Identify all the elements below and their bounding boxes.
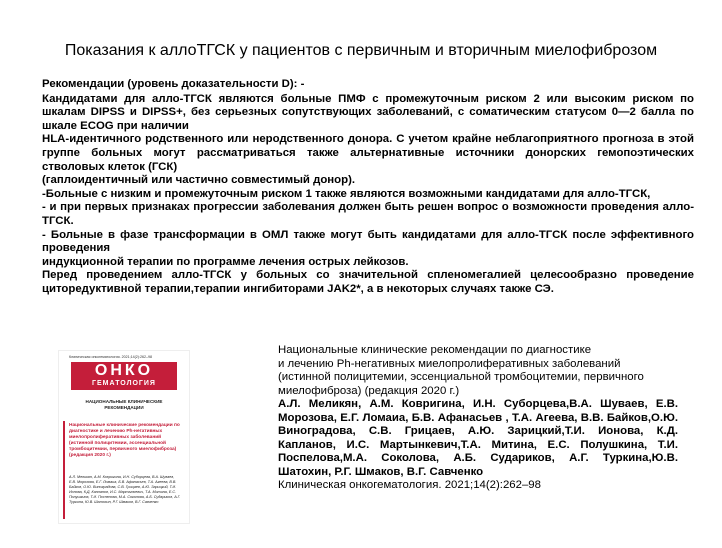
- reference-authors: А.Л. Меликян, А.М. Ковригина, И.Н. Суборцева,В.А. Шуваев, Е.В. Морозова, Е.Г. Ломаиа, Б.В. Афанасьев , Т.А. Агеева, В.В. Байков,О.Ю. Виноградова, С.В. Грицаев, А.Ю. Зарицкий,Т.И. Ионова, К.Д. Капланов, И.С. Мартынкевич,Т.А. Митина, Е.С. Полушкина, Т.И. Поспелова,М.А. Соколова, А.Б. Судариков, А.Г. Туркина,Ю.В. Шатохин, Р.Г. Шмаков, В.Г. Савченко: [278, 398, 678, 478]
- recommendation-paragraph: - Больные в фазе трансформации в ОМЛ также могут быть кандидатами для алло-ТГСК после эффективного проведения: [42, 228, 694, 255]
- reference-block: [278, 344, 678, 493]
- journal-cover-image: [58, 350, 190, 524]
- recommendation-paragraph: индукционной терапии по программе лечения острых лейкозов.: [42, 255, 409, 268]
- logo-top-text: ОНКО: [94, 362, 154, 379]
- reference-title-line: Национальные клинические рекомендации по диагностике: [278, 344, 592, 356]
- reference-title-line: (истинной полицитемии, эссенциальной тромбоцитемии, первичного: [278, 371, 644, 383]
- reference-title-line: и лечению Ph-негативных миелопролиферативных заболеваний: [278, 357, 621, 370]
- cover-authors: А.Л. Меликян, А.М. Ковригина, И.Н. Суборцева, В.А. Шуваев, Е.В. Морозова, Е.Г. Ломаиа, Б.В. Афанасьев, Т.А. Агеева, В.В. Байков, О.Ю. Виноградова, С.В. Грицаев, А.Ю. Зарицкий, Т.И. Ионова, К.Д. Капланов, И.С. Мартынкевич, Т.А. Митина, Е.С. Полушкина, Т.И. Поспелова, М.А. Соколова, А.Б. Судариков, А.Г. Туркина, Ю.В. Шатохин, Р.Г. Шмаков, В.Г. Савченко: [69, 475, 181, 504]
- cover-journal-line: Клиническая онкогематология. 2021;14(2):262–98: [69, 355, 152, 359]
- recommendation-paragraph: (гаплоидентичный или частично совместимый донор).: [42, 174, 356, 187]
- cover-article-title: Национальные клинические рекомендации по диагностике и лечению Ph-негативных миелопролиферативных заболеваний (истинной полицитемии, эссенциальной тромбоцитемии, первичного миелофиброза) (редакция 2020 г.): [69, 423, 180, 458]
- journal-logo: [71, 362, 177, 390]
- slide-title: Показания к аллоТГСК у пациентов с первичным и вторичным миелофиброзом: [64, 42, 658, 59]
- recommendations-heading: Рекомендации (уровень доказательности D): -: [42, 78, 305, 90]
- recommendation-paragraph: Перед проведением алло-ТГСК у больных со значительной спленомегалией целесообразно проведение циторедуктивной терапии,терапии ингибиторами JAK2*, а в некоторых случаях также СЭ.: [42, 269, 694, 295]
- cover-accent-bar: [63, 421, 65, 519]
- recommendation-paragraph: Кандидатами для алло-ТГСК являются больные ПМФ с промежуточным риском 2 или высоким риском по шкалам DIPSS и DIPSS+, без серьезных сопутствующих заболеваний, с соматическим статусом 0—2 балла по шкале ECOG при наличии: [42, 92, 694, 132]
- reference-title-line: миелофиброза) (редакция 2020 г.): [278, 384, 460, 397]
- cover-section-label: НАЦИОНАЛЬНЫЕ КЛИНИЧЕСКИЕ РЕКОМЕНДАЦИИ: [85, 399, 163, 410]
- recommendation-paragraph: -Больные с низким и промежуточным риском 1 также являются возможными кандидатами для алло-ТГСК,: [42, 187, 651, 200]
- recommendations-block: [42, 78, 694, 297]
- logo-bottom-text: ГЕМАТОЛОГИЯ: [92, 380, 156, 387]
- reference-citation: Клиническая онкогематология. 2021;14(2):262–98: [278, 479, 541, 491]
- recommendation-paragraph: - и при первых признаках прогрессии заболевания должен быть решен вопрос о возможности проведения алло-ТГСК.: [42, 201, 694, 227]
- recommendation-paragraph: HLA-идентичного родственного или неродственного донора. С учетом крайне неблагоприятного прогноза в этой группе больных могут рассматриваться также альтернативные источники донорских гемопоэтических стволовых клеток (ГСК): [42, 133, 694, 173]
